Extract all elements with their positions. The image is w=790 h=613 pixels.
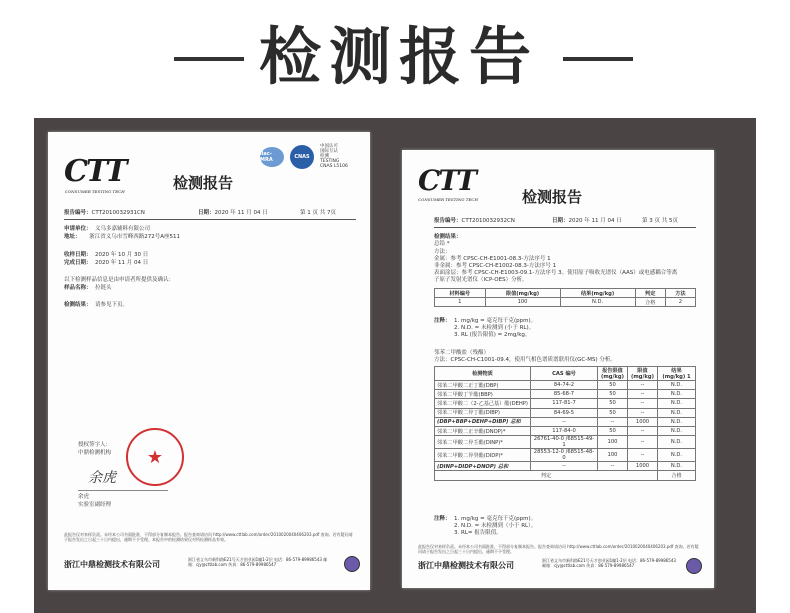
phthalate-method: 方法：CPSC-CH-C1001-09.4，使用气相色谱质谱联用仪(GC-MS) 分析。 (434, 357, 616, 363)
table-cell: -- (628, 390, 658, 399)
table-cell: N.D. (658, 449, 696, 462)
table-cell: 50 (598, 426, 628, 435)
table-cell: -- (598, 462, 628, 471)
report-date: 日期：2020 年 11 月 04 日 (198, 210, 268, 216)
table-cell: -- (628, 449, 658, 462)
report-title: 检测报告 (173, 174, 234, 192)
table-cell: 84-69-5 (530, 408, 597, 417)
note-line: 3. RL= 报告限值。 (454, 530, 502, 536)
organization-address: 浙江省义乌市新科路E21号天才创业园1幢1-2层 电话：86-579-89986543 邮箱：cjy@cttlab.com 传真：86-579-89986547 (542, 558, 676, 568)
table-cell: N.D. (658, 381, 696, 390)
table-cell: -- (598, 417, 628, 426)
table-cell: 50 (598, 399, 628, 408)
table-cell: 26761-40-0 /68515-49-1 (530, 436, 597, 449)
divider (434, 227, 696, 228)
report-page-1 (48, 132, 370, 590)
verdict-row (435, 471, 696, 480)
table-cell: 邻苯二甲酸二异癸酯(DIDP)* (435, 449, 531, 462)
table-header-row: 材料编号 限值(mg/kg) 结果(mg/kg) 判定 方法 (435, 289, 696, 298)
table-cell: N.D. (658, 462, 696, 471)
signer-name: 余虎 (78, 494, 90, 500)
table-cell: 邻苯二甲酸二异壬酯(DINP)* (435, 436, 531, 449)
sample-name: 样品名称： 拉链头 (64, 285, 112, 291)
table-row (435, 436, 696, 449)
cttlab-badge-icon (686, 558, 702, 574)
accreditation-text: 中国认可 国际互认 检测 TESTING CNAS L5106 (320, 144, 348, 169)
note-line: 1. mg/kg = 毫克每千克(ppm)。 (454, 318, 537, 324)
table-cell: 117-84-0 (530, 426, 597, 435)
phthalate-results-table (434, 366, 696, 481)
table-cell: 邻苯二甲酸二正辛酯(DNOP)* (435, 426, 531, 435)
table-row (435, 426, 696, 435)
cnas-icon: CNAS (290, 145, 314, 169)
table-cell: 50 (598, 381, 628, 390)
table-cell: N.D. (658, 436, 696, 449)
table-cell: 1000 (628, 462, 658, 471)
table-cell: N.D. (658, 408, 696, 417)
note-line: 1. mg/kg = 毫克每千克(ppm)。 (454, 516, 537, 522)
table-cell: -- (530, 462, 597, 471)
verdict-value: 合格 (658, 471, 696, 480)
star-icon: ★ (146, 446, 164, 468)
results-heading: 检测结果： (434, 234, 462, 240)
report-date: 日期：2020 年 11 月 04 日 (552, 218, 622, 224)
table-cell: 84-74-2 (530, 381, 597, 390)
report-title: 检测报告 (522, 188, 583, 206)
footer-note: 此报告仅对来样负责。未经本公司书面批准，不得部分复制本报告。报告查询请访问 http://www.cttlab.com/order/2010020040406203.pdf 查询。若有疑问请于报告发出之日起三十日内提出，逾期不予受理。 (418, 544, 699, 554)
completed-date: 完成日期： 2020 年 11 月 04 日 (64, 260, 149, 266)
notes-label: 注释： (434, 318, 451, 324)
table-cell: 邻苯二甲酸二（2-乙基己基）酯(DEHP) (435, 399, 531, 408)
page-number: 第 3 页 共 5页 (642, 218, 678, 224)
organization-address: 浙江省义乌市新科路E21号天才创业园1幢1-2层 电话：86-579-89986543 邮箱：cjy@cttlab.com 传真：86-579-89986547 (188, 557, 328, 567)
table-cell: -- (530, 417, 597, 426)
table-row (435, 381, 696, 390)
report-page-3 (402, 150, 714, 588)
table-cell: 1000 (628, 417, 658, 426)
cttlab-badge-icon (344, 556, 360, 572)
method-coating-cont: 子原子发射光谱仪（ICP-OES）分析。 (434, 277, 528, 283)
ilac-mra-icon: ilac-MRA (260, 147, 284, 167)
divider (64, 219, 356, 220)
organization-name: 浙江中鼎检测技术有限公司 (418, 561, 514, 570)
phthalate-title: 邻苯二甲酸盐（残酯） (434, 350, 490, 356)
page-number: 第 1 页 共 7页 (300, 210, 336, 216)
accreditation-marks (260, 144, 348, 169)
table-row: 1 100 N.D. 合格 2 (435, 298, 696, 307)
table-row (435, 449, 696, 462)
signature: 余虎 (88, 470, 116, 486)
ctt-logo: CTT CONSUMER TESTING TECH (418, 164, 478, 202)
table-row (435, 462, 696, 471)
page-title: 检测报告 (258, 20, 539, 93)
table-row (435, 417, 696, 426)
table-cell: 邻苯二甲酸二正丁酯(DBP) (435, 381, 531, 390)
note-line: 2. N.D. = 未检测到 (小于 RL)。 (454, 325, 535, 331)
signer-label: 授权签字人： (78, 442, 112, 448)
table-cell: N.D. (658, 426, 696, 435)
method-coating: 表面涂层：参考 CPSC-CH-E1003-09.1-方法序号 3。使用原子吸收光谱仪（AAS）或电感耦合等离 (434, 270, 678, 276)
table-cell: -- (628, 426, 658, 435)
applicant: 申请单位： 义乌多嘉辅料有限公司 (64, 226, 151, 232)
table-cell: N.D. (658, 417, 696, 426)
table-cell: 85-68-7 (530, 390, 597, 399)
table-header-row: 检测物质 CAS 编号 报告限值 (mg/kg) 限值 (mg/kg) 结果(mg/kg) 1 (435, 367, 696, 381)
table-cell: 100 (598, 449, 628, 462)
table-cell: 50 (598, 408, 628, 417)
received-date: 收样日期： 2020 年 10 月 30 日 (64, 252, 149, 258)
table-cell: 邻苯二甲酸丁苄酯(BBP) (435, 390, 531, 399)
table-cell: -- (628, 436, 658, 449)
table-cell: (DINP+DIDP+DNOP) 总和 (435, 462, 531, 471)
table-cell: 117-81-7 (530, 399, 597, 408)
table-cell: -- (628, 381, 658, 390)
ctt-logo: CTT CONSUMER TESTING TECH (64, 154, 126, 194)
method-label: 方法： (434, 249, 451, 255)
banner-header (0, 0, 790, 118)
table-cell: 邻苯二甲酸二异丁酯(DIBP) (435, 408, 531, 417)
official-seal (126, 428, 184, 486)
footer-note: 此报告仅对来样负责。未经本公司书面批准，不得部分复制本报告。报告查询请访问 http://www.cttlab.com/order/2010020040406203.pdf 查询。若有疑问请于报告发出之日起三十日内提出，逾期不予受理。本报告中的检测结果仅对所检测样品有效。 (64, 532, 353, 542)
table-cell: (DBP+BBP+DEHP+DIBP) 总和 (435, 417, 531, 426)
title-rule-left (174, 57, 244, 61)
notes-label: 注释： (434, 516, 451, 522)
note-line: 3. RL (报告限值) = 2mg/kg。 (454, 332, 531, 338)
table-row (435, 408, 696, 417)
signature-line (78, 490, 168, 491)
organization-name: 浙江中鼎检测技术有限公司 (64, 560, 160, 569)
table-cell: 28553-12-0 /68515-48-0 (530, 449, 597, 462)
note-line: 2. N.D. = 未检测到（小于 RL）。 (454, 523, 537, 529)
sample-note: 以下检测样品信息是由申请者所提供及确认： (64, 277, 175, 283)
table-cell: N.D. (658, 399, 696, 408)
table-cell: 100 (598, 436, 628, 449)
verdict-label: 判定 (435, 471, 658, 480)
signer-title: 实验室副经理 (78, 502, 112, 508)
table-row (435, 390, 696, 399)
test-result: 检测结果： 请参见下页。 (64, 302, 129, 308)
table-cell: N.D. (658, 390, 696, 399)
report-number: 报告编号：CTT2010032931CN (64, 210, 145, 216)
applicant-address: 地址： 浙江省义乌市雪峰西路272号A座511 (64, 234, 181, 240)
lead-results-table (434, 288, 696, 307)
table-cell: -- (628, 408, 658, 417)
method-metal: 金属：参考 CPSC-CH-E1001-08.3-方法序号 1 (434, 256, 551, 262)
table-row (435, 399, 696, 408)
report-number: 报告编号：CTT2010032932CN (434, 218, 515, 224)
table-cell: -- (628, 399, 658, 408)
title-rule-right (563, 57, 633, 61)
method-nonmetal: 非金属：参考 CPSC-CH-E1002-08.3-方法序号 1 (434, 263, 557, 269)
signer-org: 中鼎检测机构 (78, 450, 112, 456)
table-cell: 50 (598, 390, 628, 399)
total-lead-label: 总铅 * (434, 241, 450, 247)
